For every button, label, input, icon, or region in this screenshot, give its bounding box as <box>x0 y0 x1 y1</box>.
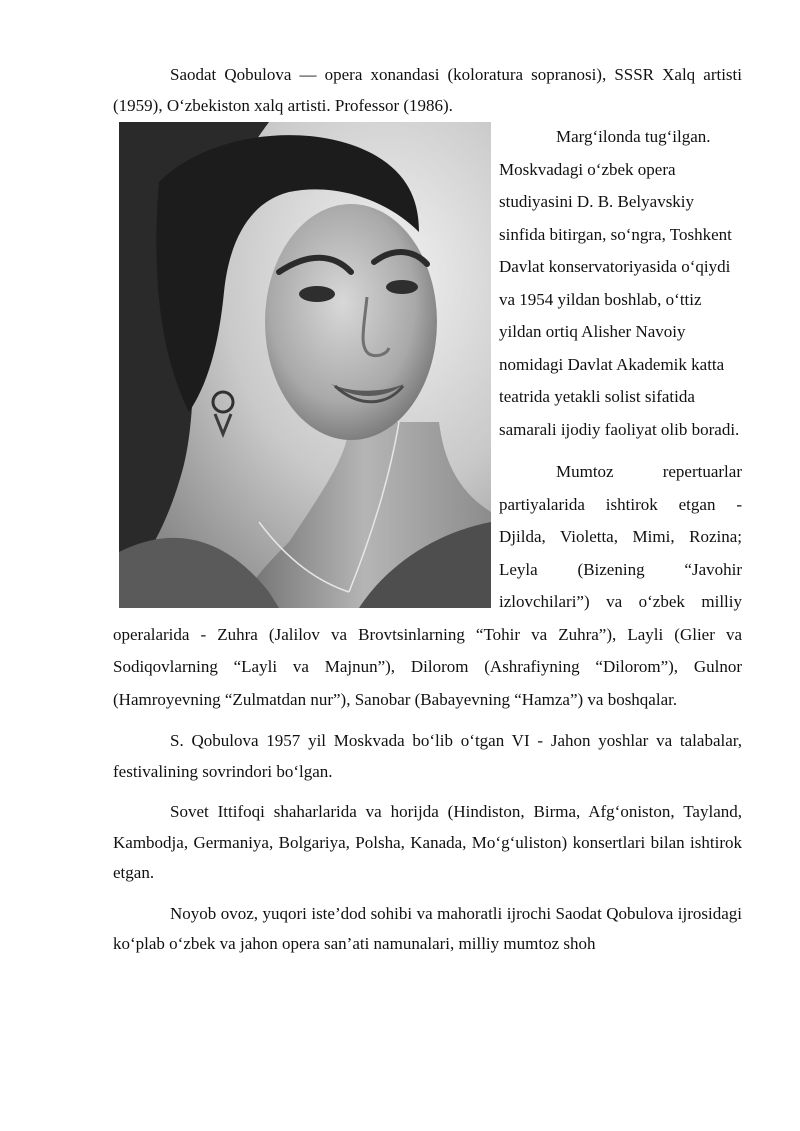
portrait-photo <box>119 122 491 608</box>
legacy-paragraph: Noyob ovoz, yuqori iste’dod sohibi va mahoratli ijrochi Saodat Qobulova ijrosidagi ko‘plab o‘zbek va jahon opera san’ati namunalari, milliy mumtoz shoh <box>113 903 742 953</box>
repertoire-paragraph: Mumtoz repertuarlar partiyalarida ishtirok etgan - Djilda, Violetta, Mimi, Rozina; Leyla (Bizening “Javohir izlovchilari”) va o‘zbek milliy operalarida - Zuhra (Jalilov va Brovtsinlarning “Tohir va Zuhra”), Layli (Glier va Sodiqovlarning “Layli va Majnun”), Dilorom (Ashrafiyning “Dilorom”), Gulnor (Hamroyevning “Zulmatdan nur”), Sanobar (Babayevning “Hamza”) va boshqalar. <box>113 462 742 709</box>
birth-paragraph: Marg‘ilonda tug‘ilgan. Moskvadagi o‘zbek opera studiyasini D. B. Belyavskiy sinfida bitirgan, so‘ngra, Toshkent Davlat konservatoriyasida o‘qiydi va 1954 yildan boshlab, o‘ttiz yildan ortiq Alisher Navoiy nomidagi Davlat Akademik katta teatrida yetakli solist sifatida samarali ijodiy faoliyat olib boradi. <box>499 127 740 439</box>
festival-paragraph: S. Qobulova 1957 yil Moskvada bo‘lib o‘tgan VI - Jahon yoshlar va talabalar, festivalining sovrindori bo‘lgan. <box>113 731 742 781</box>
document-page <box>113 60 742 960</box>
concerts-paragraph: Sovet Ittifoqi shaharlarida va horijda (Hindiston, Birma, Afg‘oniston, Tayland, Kambodja, Germaniya, Bolgariya, Polsha, Kanada, Mo‘g‘uliston) konsertlari bilan ishtirok etgan. <box>113 802 742 882</box>
intro-paragraph: Saodat Qobulova — opera xonandasi (koloratura sopranosi), SSSR Xalq artisti (1959), O‘zbekiston xalq artisti. Professor (1986). <box>113 65 742 115</box>
